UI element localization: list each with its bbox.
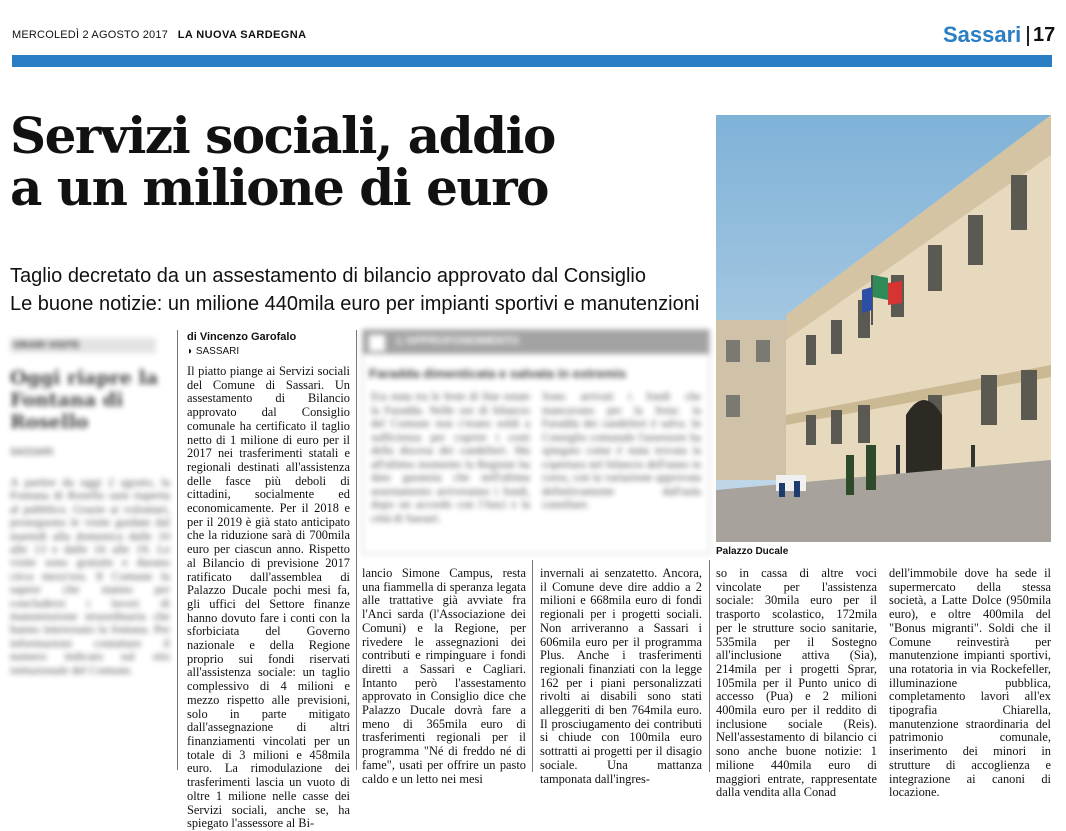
box-title: Faradda dimenticata e salvata in extremis	[369, 366, 627, 381]
building-illustration	[716, 115, 1051, 542]
page-number: 17	[1033, 24, 1056, 46]
headline-line-2: a un milione di euro	[10, 158, 548, 217]
article-column-1-text: Il piatto piange ai Servizi sociali del Comune di Sassari. Un assestamento di Bilancio approvato dal Consiglio comunale ha certificato il taglio netto di 1 milione di euro per il 2017 nei trasferimenti statali e regionali destinati all'assistenza delle fasce più deboli di cittadini, socialmente ed economicamente. Per il 2018 e per il 2019 è già stato anticipato che la riduzione sarà di 700mila euro per ciascun anno. Rispetto al Bilancio di previsione 2017 ratificato dall'assemblea di Palazzo Ducale pochi mesi fa, gli uffici del Settore finanze hanno dovuto fare i conti con la sforbiciata del Governo nazionale e della Regione proprio sui fondi riservati all'assistenza sociale: un taglio complessivo di 4 milioni e mezzo rispetto alle previsioni, solo in parte mitigato dall'assegnazione di altri finanziamenti vincolati per un totale di 3 milioni e 458mila euro. La rimodulazione dei trasferimenti lascia un vuoto di oltre 1 milione nelle casse dei Servizi sociali, anche se, ha spiegato l'assessore al Bi-	[187, 364, 350, 831]
article-column-5	[889, 566, 1051, 800]
article-column-3	[540, 566, 702, 786]
header-band	[12, 55, 1052, 67]
column-rule	[532, 560, 533, 772]
sidebar-kicker: ORARI VISITE	[10, 338, 156, 353]
column-rule	[356, 330, 357, 770]
header-separator	[1027, 26, 1029, 46]
subheadline	[10, 262, 710, 318]
location-label: SASSARI	[195, 346, 240, 357]
subhead-line-1: Taglio decretato da un assestamento di bilancio approvato dal Consiglio	[10, 265, 646, 287]
article-column-5-text: dell'immobile dove ha sede il supermercato della stessa società, a Latte Dolce (950mila euro), e oltre 400mila del "Bonus migranti". Soldi che il Comune reinvestirà per manutenzione impianti sportivi, una rotatoria in via Rockefeller, illuminazione pubblica, completamento lavori all'ex tipografia Chiarella, manutenzione straordinaria del patrimonio comunale, inserimento dei minori in strutture di accoglienza e integrazione ai canoni di locazione.	[889, 566, 1051, 800]
sidebar-location: SASSARI	[10, 447, 54, 458]
dateline	[12, 29, 306, 41]
section-name: Sassari	[943, 22, 1022, 47]
sidebar-body: A partire da oggi 2 agosto, la Fontana di Rosello sarà riaperta al pubblico. Grazie ai volontari, proseguono le visite guidate dal martedì alla domenica dalle 10 alle 13 e dalle 16 alle 19. Le visite sono gratuite e durano circa mezz'ora. Il Comune fa sapere che stanno per concludersi i lavori di manutenzione straordinaria che hanno interessato la fontana. Per informazioni contattare il numero indicato sul sito istituzionale del Comune.	[10, 475, 170, 677]
related-box	[362, 329, 710, 554]
article-column-4	[716, 566, 877, 800]
article-column-4-text: so in cassa di altre voci vincolate per l'assistenza sociale: 30mila euro per il trasporto scolastico, 172mila per le strutture socio sanitarie, 535mila per il Sostegno all'inclusione attiva (Sia), 214mila per i progetti Sprar, 105mila per il Punto unico di accesso (Pua) e 2 milioni 400mila euro per il reddito di inclusione sociale (Reis). Nell'assestamento di bilancio ci sono anche buone notizie: 1 milione 440mila euro di maggiori entrate, rappresentate dalla vendita alla Conad	[716, 566, 877, 800]
byline: di Vincenzo Garofalo	[187, 331, 297, 343]
photo-caption: Palazzo Ducale	[716, 546, 789, 557]
article-column-2	[362, 566, 526, 786]
article-column-3-text: invernali ai senzatetto. Ancora, il Comune deve dire addio a 2 milioni e 668mila euro di fondi regionali per i progetti sociali. Non arriveranno a Sassari i 606mila euro per il programma Plus. Anche i trasferimenti regionali finanziati con la legge 162 per i piani personalizzati rivolti ai disabili sono stati alleggeriti di ben 764mila euro. Il prosciugamento dei contributi si chiude con 100mila euro sottratti ai progetti per il disagio sociale. Una mattanza tamponata dall'ingres-	[540, 566, 702, 786]
box-icon	[369, 335, 385, 351]
box-kicker: L'APPROFONDIMENTO	[363, 330, 709, 354]
date: MERCOLEDÌ 2 AGOSTO 2017	[12, 29, 169, 41]
article-column-2-text: lancio Simone Campus, resta una fiammella di speranza legata alle trattative già avviate fra l'Anci sarda (l'Associazione dei Comuni) e la Regione, per rivedere le assegnazioni dei contributi e rimpinguare i fondi diretti a Sassari e Cagliari. Intanto però l'assestamento approvato in Consiglio dice che Palazzo Ducale dovrà fare a meno di 365mila euro di trasferimenti regionali per il programma "Né di freddo né di fame", usati per offrire un pasto caldo e un letto nei mesi	[362, 566, 526, 786]
sidebar-article	[10, 338, 170, 772]
palazzo-ducale-photo	[716, 115, 1051, 542]
headline	[10, 106, 710, 217]
box-column-1: Era stata tra le feste di fine estate la Faradda. Nelle ore di bilancio del Comune non c'erano soldi a sufficienza per coprire i costi della discesa dei candelieri. Ma all'ultimo momento la Regione ha dato garanzia che nell'ultima assestamento arriveranno i fondi, dopo un accordo con l'Anci e la città di Sassari.	[371, 391, 530, 525]
newspaper-name: LA NUOVA SARDEGNA	[177, 29, 307, 41]
subhead-line-2: Le buone notizie: un milione 440mila euro per impianti sportivi e manutenzioni	[10, 293, 700, 315]
column-rule	[709, 560, 710, 772]
sidebar-title: Oggi riapre la Fontana di Rosello	[10, 367, 159, 433]
byline-location: ◗ SASSARI	[187, 346, 240, 357]
article-column-1	[187, 364, 350, 831]
column-rule	[177, 330, 178, 770]
headline-line-1: Servizi sociali, addio	[10, 106, 555, 165]
box-column-2: Sono arrivati i fondi che mancavano per la festa: la Faradda dei candelieri è salva. In Consiglio comunale l'assessore ha spiegato come è stata trovata la copertura nel bilancio dell'anno in corso, con la variazione approvata definitivamente dall'aula consiliare.	[542, 391, 701, 511]
